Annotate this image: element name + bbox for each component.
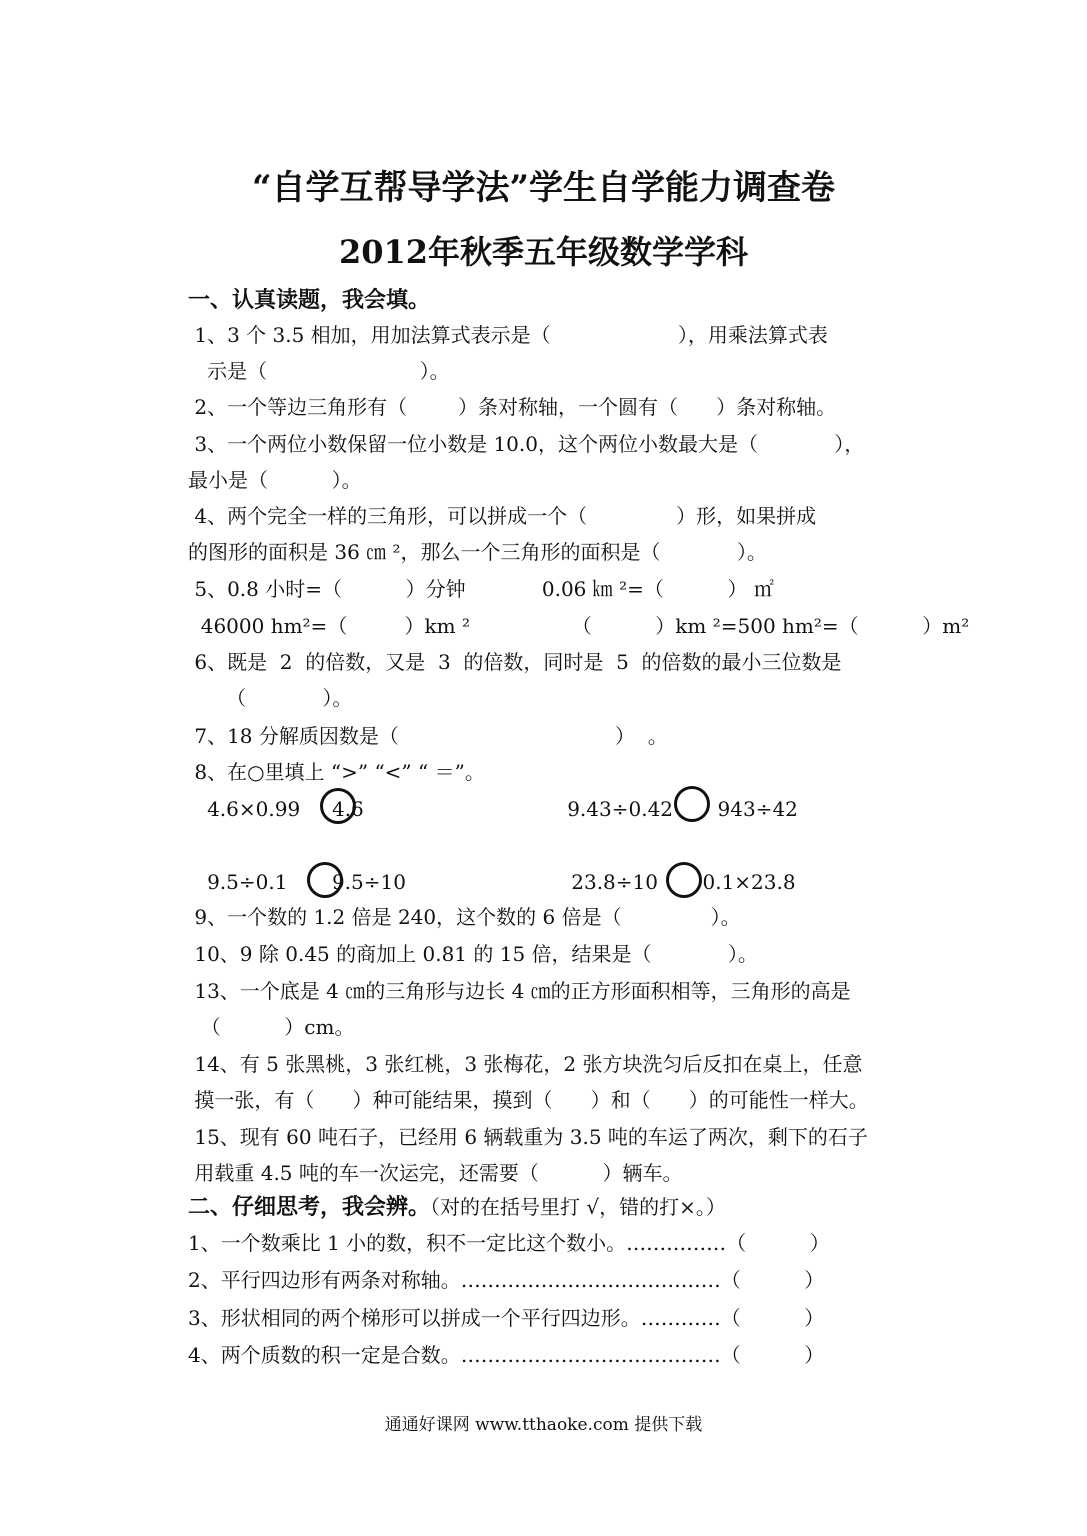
footer-credit: 通通好课网 www.tthaoke.com 提供下载 bbox=[384, 1415, 703, 1435]
question-line: 15、现有 60 吨石子，已经用 6 辆载重为 3.5 吨的车运了两次，剩下的石子 bbox=[188, 1125, 868, 1149]
compare-row-1: 4.6×0.99 4.6 9.43÷0.42 943÷42 bbox=[188, 797, 798, 821]
page-subtitle: 2012年秋季五年级数学学科 bbox=[338, 233, 749, 271]
compare-row-2: 9.5÷0.1 9.5÷10 23.8÷10 0.1×23.8 bbox=[188, 870, 796, 894]
judge-line: 2、平行四边形有两条对称轴。…………………………………（ ） bbox=[188, 1268, 825, 1292]
section-2-title: 二、仔细思考，我会辨。 bbox=[188, 1194, 431, 1220]
question-line: 8、在○里填上 “>” “<” “ ＝”。 bbox=[188, 760, 485, 784]
compare-circle bbox=[307, 862, 343, 898]
question-line: 的图形的面积是 36 ㎝ ²，那么一个三角形的面积是（ ）。 bbox=[188, 540, 767, 564]
question-line: 7、18 分解质因数是（ ） 。 bbox=[188, 724, 668, 748]
question-line: 3、一个两位小数保留一位小数是 10.0，这个两位小数最大是（ ）， bbox=[188, 432, 865, 456]
compare-circle bbox=[674, 786, 710, 822]
question-line: 摸一张，有（ ）种可能结果，摸到（ ）和（ ）的可能性一样大。 bbox=[188, 1088, 869, 1112]
question-line: （ ）。 bbox=[188, 686, 353, 710]
question-line: 1、3 个 3.5 相加，用加法算式表示是（ ），用乘法算式表 bbox=[188, 323, 828, 347]
compare-circle bbox=[666, 862, 702, 898]
question-line: 14、有 5 张黑桃，3 张红桃，3 张梅花，2 张方块洗匀后反扣在桌上，任意 bbox=[188, 1052, 863, 1076]
question-line: 9、一个数的 1.2 倍是 240，这个数的 6 倍是（ ）。 bbox=[188, 905, 741, 929]
section-2-heading bbox=[188, 1194, 726, 1220]
question-line: 10、9 除 0.45 的商加上 0.81 的 15 倍，结果是（ ）。 bbox=[188, 942, 758, 966]
question-line: 4、两个完全一样的三角形，可以拼成一个（ ）形，如果拼成 bbox=[188, 504, 817, 528]
question-line: 5、0.8 小时=（ ）分钟 0.06 ㎞ ²=（ ） ㎡ bbox=[188, 577, 774, 601]
question-line: 示是（ ）。 bbox=[188, 359, 450, 383]
judge-line: 4、两个质数的积一定是合数。…………………………………（ ） bbox=[188, 1343, 825, 1367]
question-line: 13、一个底是 4 ㎝的三角形与边长 4 ㎝的正方形面积相等，三角形的高是 bbox=[188, 979, 851, 1003]
question-line: 46000 hm²=（ ）km ² （ ）km ²=500 hm²=（ ）m² bbox=[188, 614, 970, 638]
judge-line: 3、形状相同的两个梯形可以拼成一个平行四边形。…………（ ） bbox=[188, 1306, 825, 1330]
question-line: 最小是（ ）。 bbox=[188, 468, 362, 492]
compare-circle bbox=[320, 788, 356, 824]
question-line: 2、一个等边三角形有（ ）条对称轴，一个圆有（ ）条对称轴。 bbox=[188, 395, 837, 419]
question-line: 用载重 4.5 吨的车一次运完，还需要（ ）辆车。 bbox=[188, 1161, 683, 1185]
section-1-heading: 一、认真读题，我会填。 bbox=[188, 287, 431, 313]
question-line: （ ）cm。 bbox=[188, 1015, 355, 1039]
section-2-note: （对的在括号里打 √，错的打×。） bbox=[430, 1195, 726, 1219]
judge-line: 1、一个数乘比 1 小的数，积不一定比这个数小。……………（ ） bbox=[188, 1231, 830, 1255]
page-title: “自学互帮导学法”学生自学能力调查卷 bbox=[251, 168, 836, 208]
question-line: 6、既是 2 的倍数，又是 3 的倍数，同时是 5 的倍数的最小三位数是 bbox=[188, 650, 842, 674]
